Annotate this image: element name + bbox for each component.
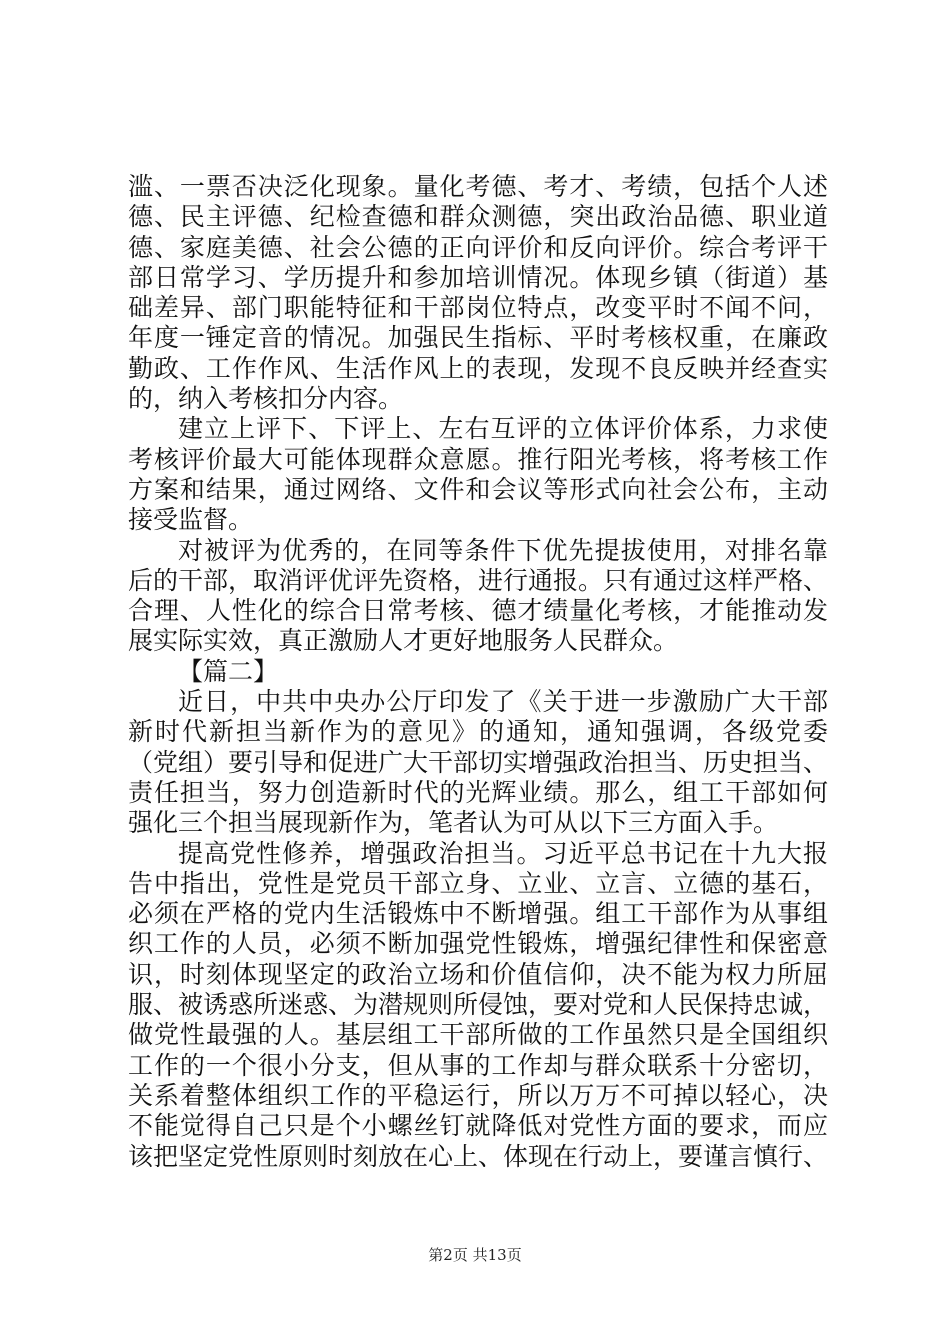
text-line: 年度一锤定音的情况。加强民生指标、平时考核权重，在廉政 bbox=[128, 323, 828, 353]
text-line: 合理、人性化的综合日常考核、德才绩量化考核，才能推动发 bbox=[128, 596, 828, 626]
text-line: 建立上评下、下评上、左右互评的立体评价体系，力求使 bbox=[178, 414, 828, 444]
text-line: 【篇二】 bbox=[178, 656, 279, 686]
text-line: 关系着整体组织工作的平稳运行，所以万万不可掉以轻心，决 bbox=[128, 1080, 828, 1110]
page-number-footer: 第2页 共13页 bbox=[428, 1246, 522, 1264]
text-line: 工作的一个很小分支，但从事的工作却与群众联系十分密切， bbox=[128, 1050, 828, 1080]
text-line: （党组）要引导和促进广大干部切实增强政治担当、历史担当、 bbox=[128, 747, 829, 777]
text-line: 必须在严格的党内生活锻炼中不断增强。组工干部作为从事组 bbox=[128, 899, 828, 929]
document-body bbox=[128, 172, 828, 1172]
text-line: 提高党性修养，增强政治担当。习近平总书记在十九大报 bbox=[178, 838, 828, 868]
text-line: 不能觉得自己只是个小螺丝钉就降低对党性方面的要求，而应 bbox=[128, 1111, 828, 1141]
text-line: 做党性最强的人。基层组工干部所做的工作虽然只是全国组织 bbox=[128, 1020, 828, 1050]
text-line: 识，时刻体现坚定的政治立场和价值信仰，决不能为权力所屈 bbox=[128, 959, 828, 989]
text-line: 近日，中共中央办公厅印发了《关于进一步激励广大干部 bbox=[178, 687, 828, 717]
text-line: 对被评为优秀的，在同等条件下优先提拔使用，对排名靠 bbox=[178, 535, 828, 565]
text-line: 强化三个担当展现新作为，笔者认为可从以下三方面入手。 bbox=[128, 808, 779, 838]
text-line: 新时代新担当新作为的意见》的通知，通知强调，各级党委 bbox=[128, 717, 828, 747]
text-line: 勤政、工作作风、生活作风上的表现，发现不良反映并经查实 bbox=[128, 353, 828, 383]
text-line: 接受监督。 bbox=[128, 505, 254, 535]
text-line: 该把坚定党性原则时刻放在心上、体现在行动上，要谨言慎行、 bbox=[128, 1141, 829, 1171]
text-line: 滥、一票否决泛化现象。量化考德、考才、考绩，包括个人述 bbox=[128, 172, 828, 201]
text-line: 的，纳入考核扣分内容。 bbox=[128, 384, 404, 414]
text-line: 责任担当，努力创造新时代的光辉业绩。那么，组工干部如何 bbox=[128, 777, 828, 807]
text-line: 服、被诱惑所迷惑、为潜规则所侵蚀，要对党和人民保持忠诚， bbox=[128, 990, 829, 1020]
text-line: 础差异、部门职能特征和干部岗位特点，改变平时不闻不问， bbox=[128, 293, 828, 323]
text-line: 德、民主评德、纪检查德和群众测德，突出政治品德、职业道 bbox=[128, 202, 828, 232]
text-line: 后的干部，取消评优评先资格，进行通报。只有通过这样严格、 bbox=[128, 565, 829, 595]
text-line: 告中指出，党性是党员干部立身、立业、立言、立德的基石， bbox=[128, 868, 828, 898]
text-line: 部日常学习、学历提升和参加培训情况。体现乡镇（街道）基 bbox=[128, 262, 828, 292]
text-line: 展实际实效，真正激励人才更好地服务人民群众。 bbox=[128, 626, 679, 656]
text-line: 考核评价最大可能体现群众意愿。推行阳光考核，将考核工作 bbox=[128, 444, 828, 474]
text-line: 德、家庭美德、社会公德的正向评价和反向评价。综合考评干 bbox=[128, 232, 828, 262]
text-line: 方案和结果，通过网络、文件和会议等形式向社会公布，主动 bbox=[128, 474, 828, 504]
text-line: 织工作的人员，必须不断加强党性锻炼，增强纪律性和保密意 bbox=[128, 929, 828, 959]
